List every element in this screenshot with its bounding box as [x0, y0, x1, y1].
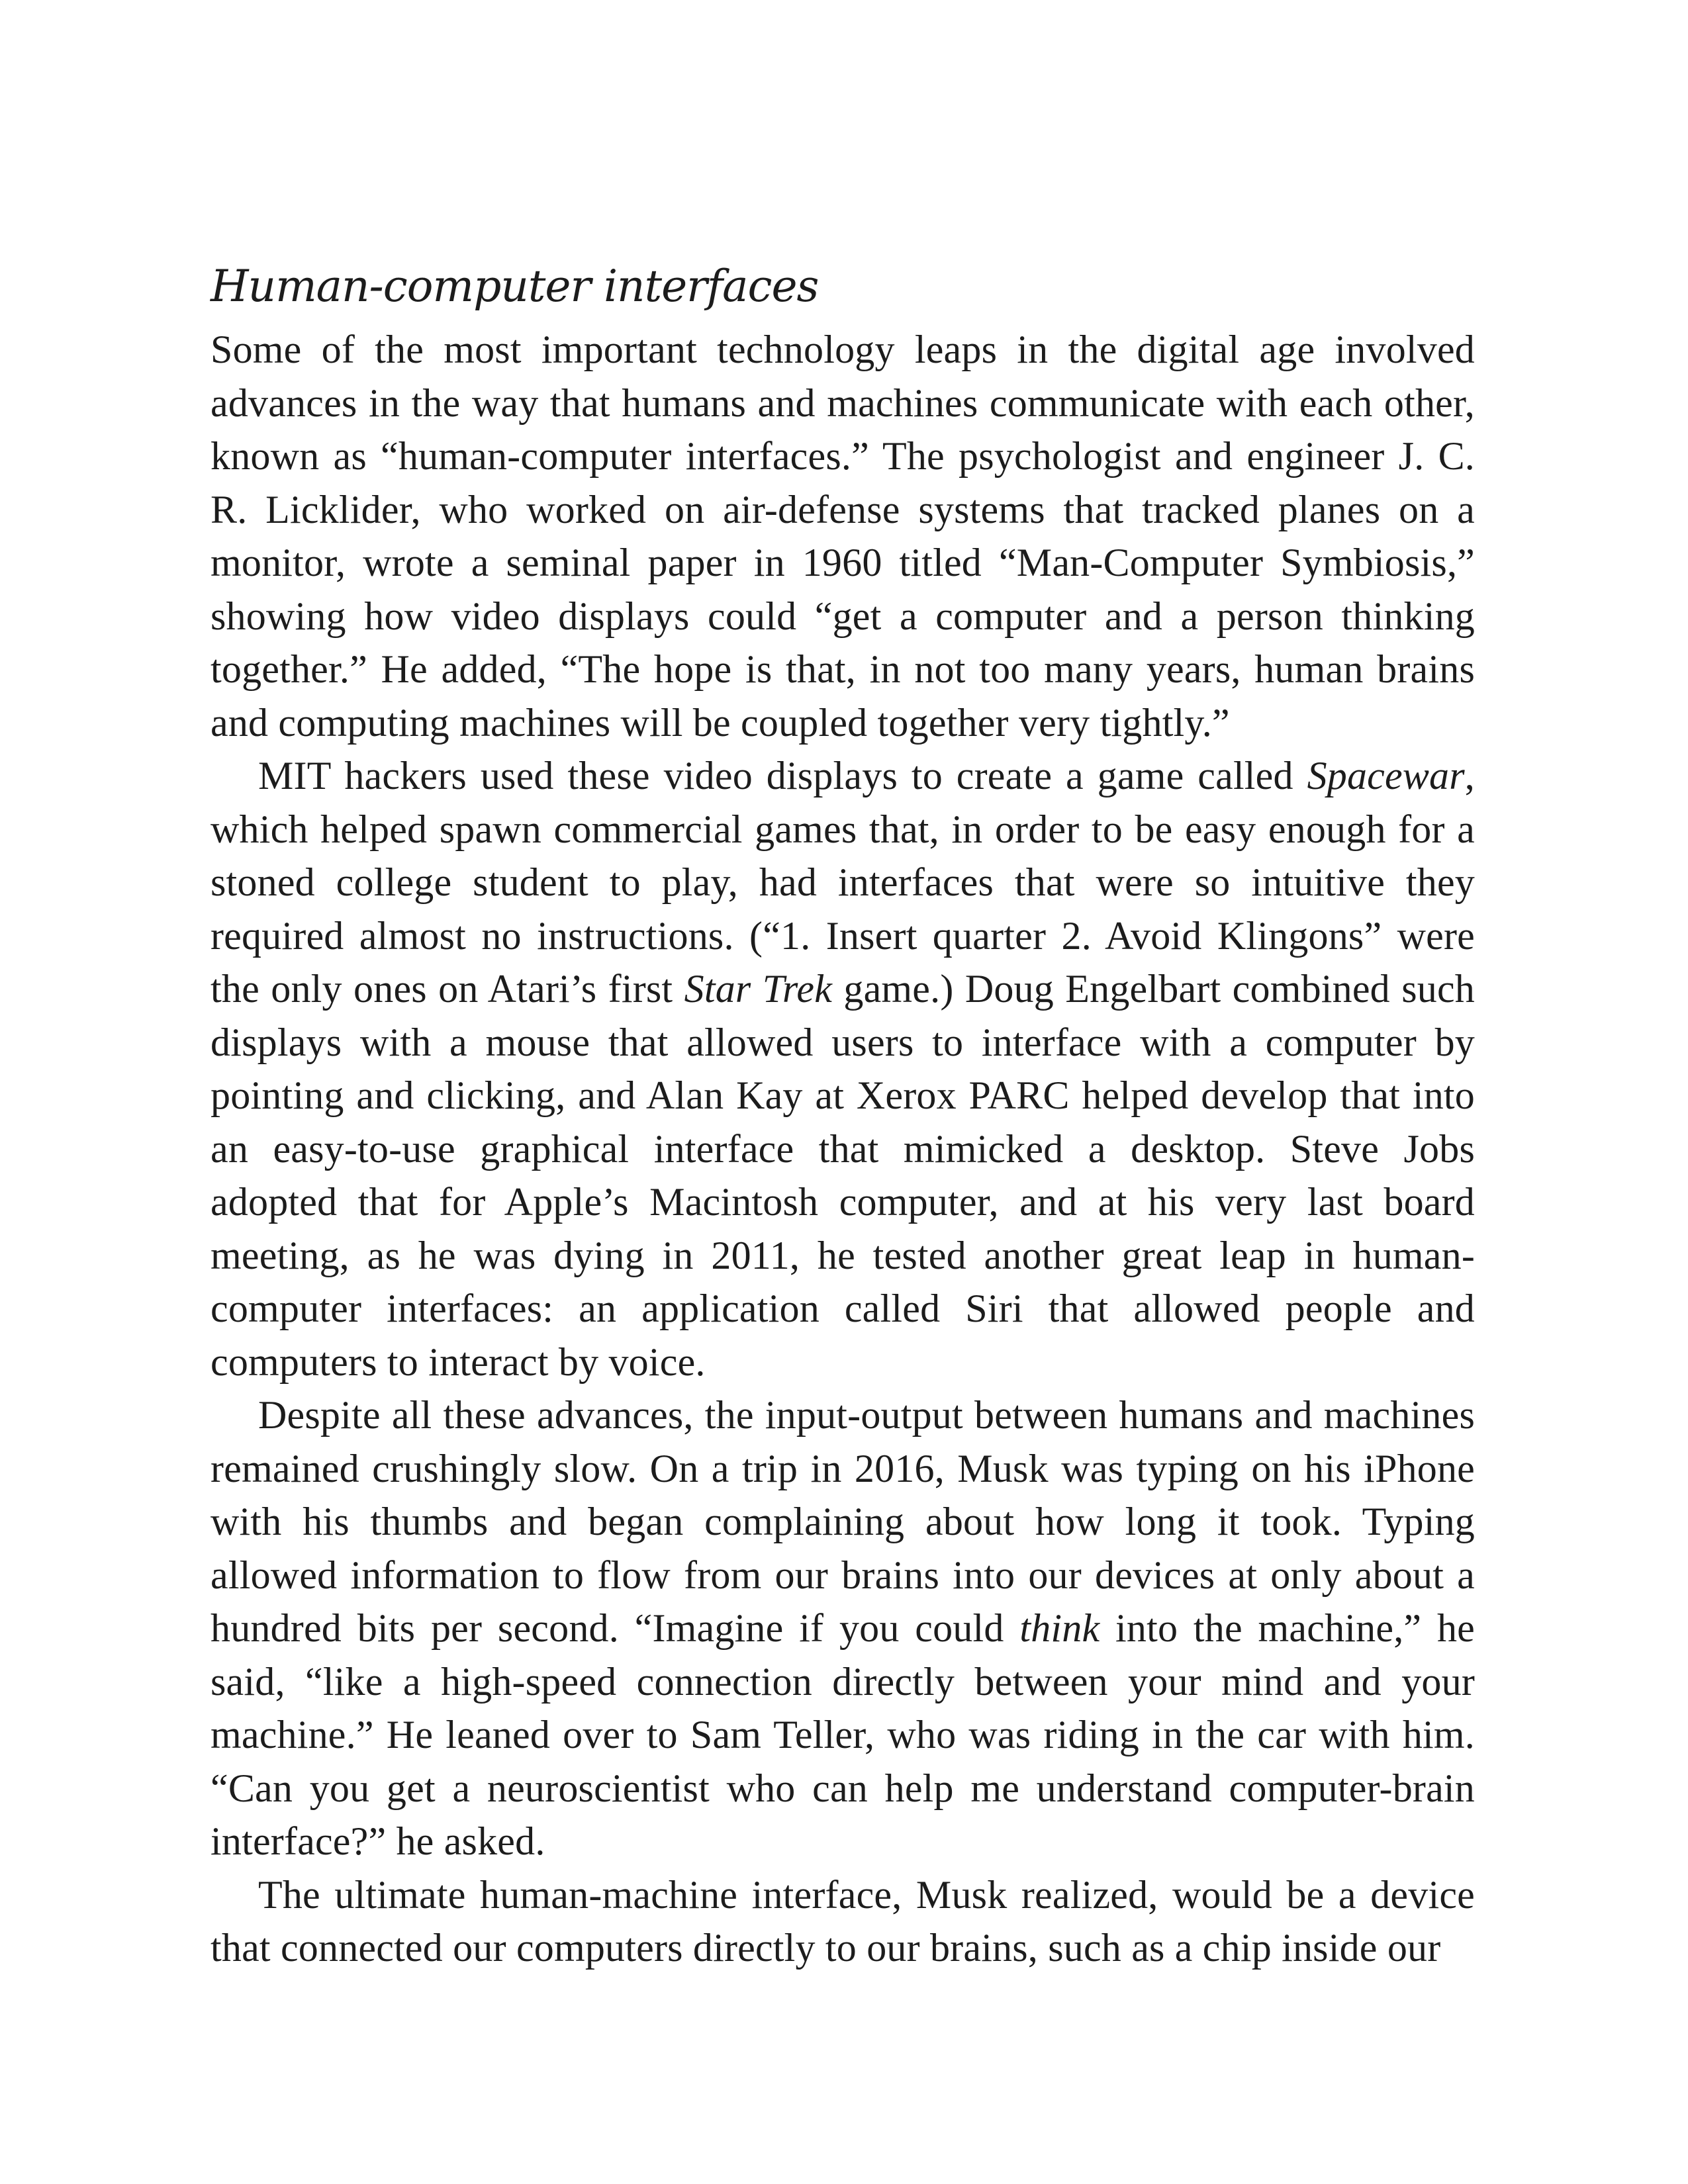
text-run: game.) Doug Engelbart combined such displays with a mouse that allowed users to interface with a computer by pointing and clicking, and Alan Kay at Xerox PARC helped develop that into an easy-to-use graphical interface that mimicked a desktop. Steve Jobs adopted that for Apple’s Macintosh computer, and at his very last board meeting, as he was dying in 2011, he tested another great leap in human-computer interfaces: an application called Siri that allowed people and computers to interact by voice.	[211, 967, 1476, 1384]
italic-title: think	[1019, 1606, 1100, 1650]
paragraph-4	[211, 1868, 1475, 1975]
paragraph-2	[211, 749, 1475, 1388]
page-content	[211, 257, 1475, 1975]
text-run: MIT hackers used these video displays to create a game called	[258, 754, 1307, 797]
section-heading: Human-computer interfaces	[211, 261, 819, 312]
text-run: Despite all these advances, the input-output between humans and machines remained crushingly slow. On a trip in 2016, Musk was typing on his iPhone with his thumbs and began complaining about how long it took. Typing allowed information to flow from our brains into our devices at only about a hundred bits per second. “Imagine if you could	[211, 1393, 1475, 1650]
body-text	[211, 323, 1475, 1975]
italic-title: Star Trek	[684, 967, 833, 1011]
paragraph-3	[211, 1388, 1475, 1868]
text-run: The ultimate human-machine interface, Musk realized, would be a device that connected our computers directly to our brains, such as a chip inside our	[211, 1872, 1475, 1970]
text-run: , which helped spawn commercial games that, in order to be easy enough for a stoned college student to play, had interfaces that were so intuitive they required almost no instructions. (“1. Insert quarter 2. Avoid Klingons” were the only ones on Atari’s first	[211, 754, 1475, 1011]
text-run: Some of the most important technology leaps in the digital age involved advances in the way that humans and machines communicate with each other, known as “human-computer interfaces.” The psychologist and engineer J. C. R. Licklider, who worked on air-defense systems that tracked planes on a monitor, wrote a seminal paper in 1960 titled “Man-Computer Symbiosis,” showing how video displays could “get a computer and a person thinking together.” He added, “The hope is that, in not too many years, human brains and computing machines will be coupled together very tightly.”	[211, 328, 1475, 745]
text-run: into the machine,” he said, “like a high-speed connection directly between your mind and your machine.” He leaned over to Sam Teller, who was riding in the car with him. “Can you get a neuroscientist who can help me understand computer-brain interface?” he asked.	[211, 1606, 1475, 1863]
paragraph-1	[211, 323, 1475, 749]
italic-title: Spacewar	[1307, 754, 1465, 797]
